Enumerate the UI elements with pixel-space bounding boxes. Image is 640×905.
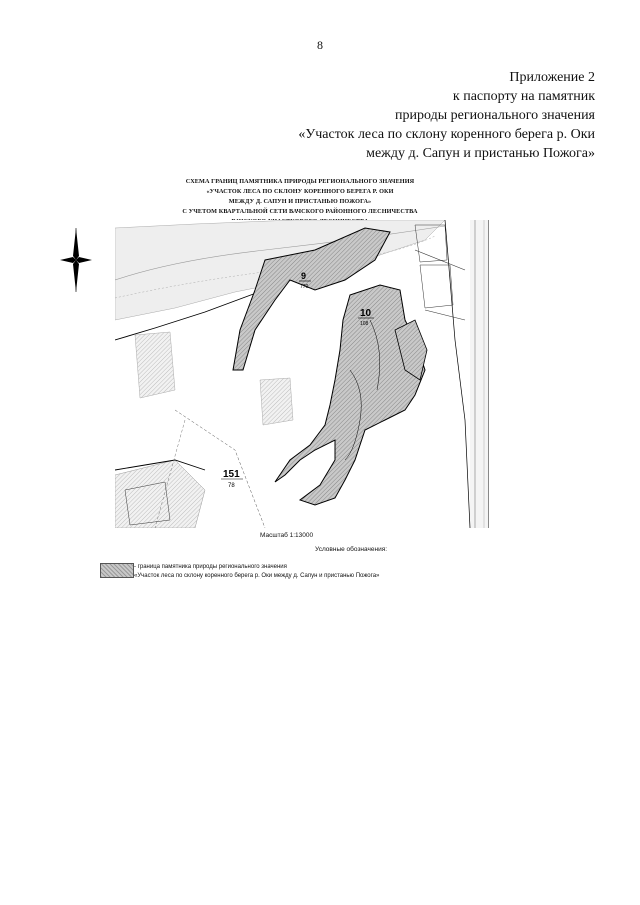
- legend-text: [134, 563, 379, 581]
- legend-line-1: - граница памятника природы регионального значения: [134, 564, 287, 570]
- quarter-10-area: 108: [360, 321, 369, 327]
- forest-map: [115, 220, 489, 528]
- quarter-151-label: 151: [223, 469, 240, 480]
- appendix-line-4: «Участок леса по склону коренного берега р. Оки: [298, 127, 595, 142]
- quarter-151-area: 78: [228, 483, 235, 489]
- appendix-line-2: к паспорту на памятник: [452, 89, 595, 104]
- appendix-line-1: Приложение 2: [509, 70, 595, 85]
- map-drawing: [115, 220, 488, 528]
- scheme-title-line-1: СХЕМА ГРАНИЦ ПАМЯТНИКА ПРИРОДЫ РЕГИОНАЛЬНОГО ЗНАЧЕНИЯ: [185, 178, 415, 185]
- appendix-line-5: между д. Сапун и пристанью Пожога»: [366, 146, 595, 161]
- appendix-header: [298, 68, 595, 163]
- scheme-title-line-2: «УЧАСТОК ЛЕСА ПО СКЛОНУ КОРЕННОГО БЕРЕГА Р. ОКИ: [206, 188, 394, 195]
- quarter-9-label: 9: [301, 271, 307, 281]
- scheme-title-line-4: С УЧЕТОМ КВАРТАЛЬНОЙ СЕТИ ВАЧСКОГО РАЙОННОГО ЛЕСНИЧЕСТВА: [182, 208, 418, 215]
- scheme-title-line-3: МЕЖДУ Д. САПУН И ПРИСТАНЬЮ ПОЖОГА»: [228, 198, 372, 205]
- legend-hatch-swatch: [100, 563, 134, 578]
- legend-heading: Условные обозначения:: [315, 546, 388, 553]
- quarter-10-label: 10: [360, 308, 372, 319]
- quarter-9-area: 770: [300, 284, 309, 290]
- north-arrow-icon: [60, 228, 92, 292]
- legend-line-2: «Участок леса по склону коренного берега р. Оки между д. Сапун и пристанью Пожога»: [134, 573, 380, 579]
- appendix-line-3: природы регионального значения: [395, 108, 595, 123]
- page-number: 8: [317, 38, 323, 52]
- map-scale: Масштаб 1:13000: [260, 532, 314, 539]
